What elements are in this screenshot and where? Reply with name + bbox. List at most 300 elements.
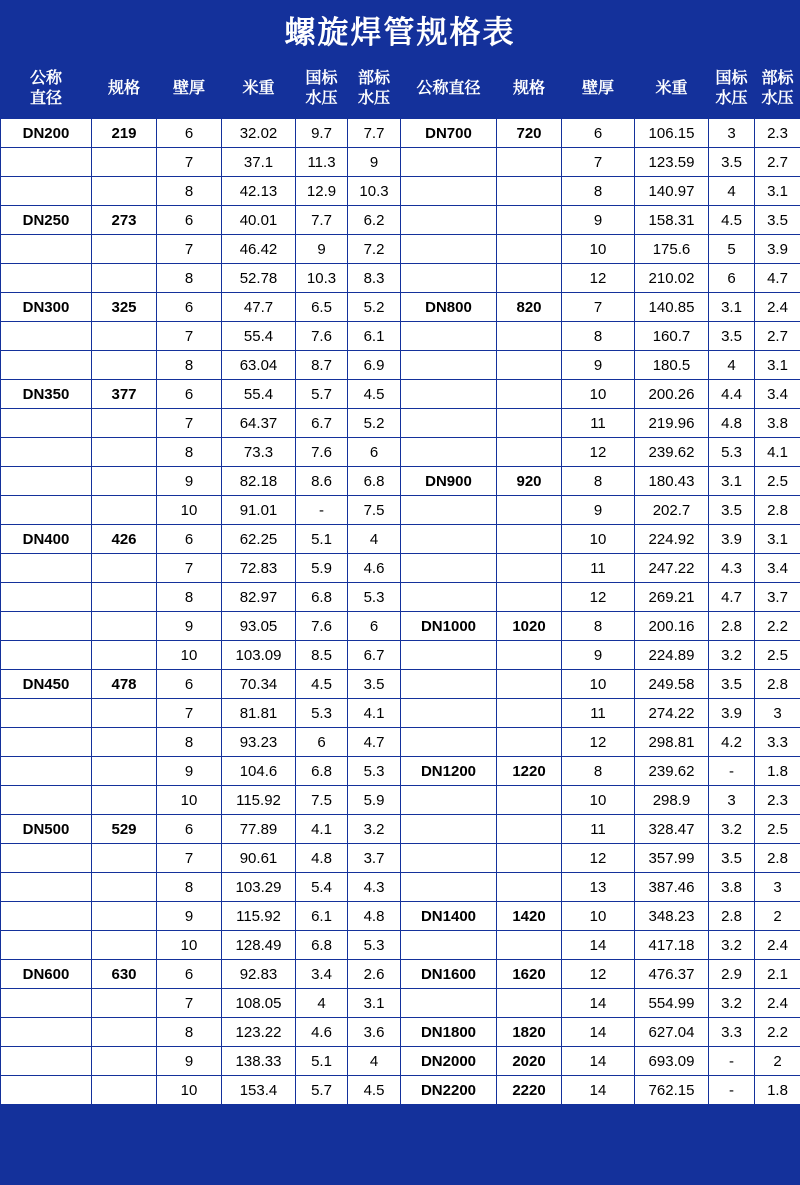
column-header-line-1: 部标: [357, 69, 390, 87]
table-cell: 2.7: [755, 148, 800, 177]
table-cell: 8.7: [296, 351, 348, 380]
table-cell: 14: [562, 1076, 635, 1105]
table-cell: 6.5: [296, 293, 348, 322]
table-cell: 37.1: [222, 148, 296, 177]
table-row: [1, 844, 800, 873]
table-body: [1, 119, 800, 1105]
table-cell: [401, 873, 497, 902]
table-cell: 3.5: [709, 496, 755, 525]
table-cell: 4: [348, 525, 401, 554]
table-cell: 2.2: [755, 1018, 800, 1047]
table-cell: [1, 583, 92, 612]
table-cell: 3.8: [709, 873, 755, 902]
table-cell: 6.7: [296, 409, 348, 438]
table-cell: 2.5: [755, 641, 800, 670]
table-cell: 92.83: [222, 960, 296, 989]
table-cell: [401, 989, 497, 1018]
table-cell: [92, 728, 157, 757]
table-cell: 4.5: [348, 380, 401, 409]
table-cell: [92, 351, 157, 380]
table-cell: 108.05: [222, 989, 296, 1018]
table-cell: [1, 641, 92, 670]
table-cell: 3.6: [348, 1018, 401, 1047]
table-cell: 6.8: [296, 931, 348, 960]
table-row: [1, 496, 800, 525]
table-cell: DN600: [1, 960, 92, 989]
table-cell: [1, 148, 92, 177]
table-row: [1, 177, 800, 206]
table-cell: [1, 409, 92, 438]
table-cell: 180.5: [635, 351, 709, 380]
table-cell: 7.6: [296, 438, 348, 467]
table-cell: 4: [709, 177, 755, 206]
table-cell: [497, 235, 562, 264]
table-row: [1, 1076, 800, 1105]
table-cell: 46.42: [222, 235, 296, 264]
table-cell: 6: [157, 119, 222, 148]
table-cell: 7.7: [296, 206, 348, 235]
table-cell: 8: [157, 728, 222, 757]
table-cell: 8: [157, 177, 222, 206]
table-cell: 3.1: [348, 989, 401, 1018]
table-cell: 5.9: [348, 786, 401, 815]
table-cell: 3.2: [709, 641, 755, 670]
table-cell: 7.5: [348, 496, 401, 525]
column-header-spec-right: 规格: [497, 59, 562, 119]
table-cell: 3.4: [755, 554, 800, 583]
table-row: [1, 612, 800, 641]
table-cell: 249.58: [635, 670, 709, 699]
table-cell: [92, 873, 157, 902]
table-cell: 115.92: [222, 902, 296, 931]
table-cell: 8.6: [296, 467, 348, 496]
table-cell: 3.8: [755, 409, 800, 438]
table-cell: 6: [348, 438, 401, 467]
table-cell: 377: [92, 380, 157, 409]
table-cell: [1, 757, 92, 786]
table-cell: [92, 1076, 157, 1105]
table-cell: [1, 351, 92, 380]
table-cell: 7: [157, 989, 222, 1018]
table-cell: [1, 438, 92, 467]
table-cell: 3.3: [755, 728, 800, 757]
table-cell: 5.2: [348, 293, 401, 322]
table-cell: 6.8: [348, 467, 401, 496]
table-cell: [92, 496, 157, 525]
table-row: [1, 148, 800, 177]
column-header-wall-thickness-left: 壁厚: [157, 59, 222, 119]
table-cell: 123.59: [635, 148, 709, 177]
table-cell: 2.4: [755, 989, 800, 1018]
table-cell: 10: [562, 786, 635, 815]
spec-table: [0, 58, 800, 1105]
table-cell: 5.4: [296, 873, 348, 902]
table-cell: 9: [157, 757, 222, 786]
table-cell: 6.1: [296, 902, 348, 931]
table-cell: 12: [562, 583, 635, 612]
table-row: [1, 931, 800, 960]
table-cell: 10: [157, 641, 222, 670]
table-cell: 55.4: [222, 380, 296, 409]
table-cell: 90.61: [222, 844, 296, 873]
table-cell: 9: [296, 235, 348, 264]
table-cell: 210.02: [635, 264, 709, 293]
table-cell: 6.9: [348, 351, 401, 380]
table-cell: 10: [562, 525, 635, 554]
table-cell: 9: [157, 902, 222, 931]
table-cell: 1820: [497, 1018, 562, 1047]
table-cell: 762.15: [635, 1076, 709, 1105]
table-cell: [1, 902, 92, 931]
table-cell: 175.6: [635, 235, 709, 264]
table-cell: [497, 380, 562, 409]
table-row: [1, 380, 800, 409]
table-cell: 42.13: [222, 177, 296, 206]
column-header-line-2: 直径: [29, 89, 62, 107]
table-cell: 1620: [497, 960, 562, 989]
column-header-line-1: 公称: [29, 69, 62, 87]
table-cell: DN300: [1, 293, 92, 322]
table-cell: 8: [157, 351, 222, 380]
table-cell: 8.5: [296, 641, 348, 670]
table-cell: 224.89: [635, 641, 709, 670]
table-cell: [401, 554, 497, 583]
table-cell: [92, 757, 157, 786]
table-cell: [92, 438, 157, 467]
table-cell: [401, 670, 497, 699]
table-cell: [401, 525, 497, 554]
table-row: [1, 351, 800, 380]
table-cell: 7: [157, 554, 222, 583]
table-cell: [497, 931, 562, 960]
table-cell: 8: [562, 177, 635, 206]
table-cell: DN1200: [401, 757, 497, 786]
table-cell: 4.7: [755, 264, 800, 293]
table-cell: [1, 1076, 92, 1105]
table-cell: [497, 264, 562, 293]
table-cell: 7: [157, 699, 222, 728]
column-header-dept-pressure-left: [348, 59, 401, 119]
table-cell: 7.6: [296, 322, 348, 351]
table-cell: 357.99: [635, 844, 709, 873]
table-cell: -: [296, 496, 348, 525]
table-row: [1, 960, 800, 989]
table-cell: 2.9: [709, 960, 755, 989]
table-cell: 627.04: [635, 1018, 709, 1047]
table-cell: 4.3: [709, 554, 755, 583]
table-cell: [401, 786, 497, 815]
table-cell: 7: [157, 148, 222, 177]
table-row: [1, 525, 800, 554]
table-cell: 478: [92, 670, 157, 699]
table-cell: [92, 409, 157, 438]
table-row: [1, 757, 800, 786]
table-cell: 14: [562, 931, 635, 960]
table-cell: [1, 467, 92, 496]
table-cell: [92, 641, 157, 670]
table-cell: 10: [157, 496, 222, 525]
table-row: [1, 902, 800, 931]
table-cell: 348.23: [635, 902, 709, 931]
table-row: [1, 1018, 800, 1047]
table-cell: 5.3: [348, 757, 401, 786]
column-header-line-2: 水压: [761, 89, 794, 107]
table-cell: [401, 496, 497, 525]
table-row: [1, 322, 800, 351]
table-row: [1, 235, 800, 264]
table-cell: 273: [92, 206, 157, 235]
table-cell: 5: [709, 235, 755, 264]
table-cell: 1.8: [755, 757, 800, 786]
table-cell: 269.21: [635, 583, 709, 612]
table-cell: [401, 380, 497, 409]
table-cell: 91.01: [222, 496, 296, 525]
table-row: [1, 815, 800, 844]
table-row: [1, 1047, 800, 1076]
table-cell: 3.9: [755, 235, 800, 264]
table-cell: 115.92: [222, 786, 296, 815]
table-cell: [92, 786, 157, 815]
table-cell: 82.97: [222, 583, 296, 612]
table-cell: [497, 525, 562, 554]
table-cell: 140.97: [635, 177, 709, 206]
table-cell: 7.2: [348, 235, 401, 264]
table-cell: [1, 728, 92, 757]
table-cell: 93.05: [222, 612, 296, 641]
table-cell: [401, 206, 497, 235]
table-cell: 4.5: [296, 670, 348, 699]
table-cell: 70.34: [222, 670, 296, 699]
table-cell: 73.3: [222, 438, 296, 467]
table-cell: 325: [92, 293, 157, 322]
table-cell: 5.1: [296, 1047, 348, 1076]
table-cell: [1, 873, 92, 902]
table-cell: 4.5: [348, 1076, 401, 1105]
table-row: [1, 989, 800, 1018]
column-header-line-2: 水压: [357, 89, 390, 107]
table-cell: [497, 873, 562, 902]
table-cell: 12: [562, 264, 635, 293]
table-cell: 6: [348, 612, 401, 641]
table-cell: 4.1: [296, 815, 348, 844]
table-cell: 63.04: [222, 351, 296, 380]
table-cell: 7.7: [348, 119, 401, 148]
table-row: [1, 409, 800, 438]
table-cell: 247.22: [635, 554, 709, 583]
table-cell: [92, 902, 157, 931]
table-row: [1, 786, 800, 815]
table-cell: 14: [562, 1047, 635, 1076]
table-cell: DN1600: [401, 960, 497, 989]
table-cell: [1, 931, 92, 960]
table-cell: 200.16: [635, 612, 709, 641]
table-cell: 47.7: [222, 293, 296, 322]
table-cell: [401, 815, 497, 844]
column-header-gb-pressure-right: [709, 59, 755, 119]
table-cell: [401, 264, 497, 293]
table-cell: [92, 177, 157, 206]
table-cell: [497, 583, 562, 612]
table-cell: [497, 177, 562, 206]
table-cell: 6: [157, 293, 222, 322]
table-cell: 12.9: [296, 177, 348, 206]
table-cell: 1220: [497, 757, 562, 786]
table-cell: 4.7: [348, 728, 401, 757]
table-cell: 2.5: [755, 467, 800, 496]
table-cell: 82.18: [222, 467, 296, 496]
table-cell: 298.9: [635, 786, 709, 815]
table-cell: [1, 1018, 92, 1047]
table-cell: 5.3: [348, 931, 401, 960]
table-cell: 3.1: [755, 351, 800, 380]
table-cell: [497, 699, 562, 728]
table-cell: [497, 815, 562, 844]
table-cell: 5.3: [348, 583, 401, 612]
table-header: [1, 59, 800, 119]
table-cell: 7: [562, 148, 635, 177]
table-cell: 3.4: [296, 960, 348, 989]
table-cell: [92, 1047, 157, 1076]
table-cell: [92, 583, 157, 612]
table-cell: [401, 699, 497, 728]
table-cell: 3.5: [709, 670, 755, 699]
table-cell: 158.31: [635, 206, 709, 235]
column-header-dept-pressure-right: [755, 59, 800, 119]
table-cell: 9: [562, 206, 635, 235]
table-cell: DN2200: [401, 1076, 497, 1105]
table-cell: 10: [562, 902, 635, 931]
table-cell: 4.1: [348, 699, 401, 728]
table-cell: 10.3: [296, 264, 348, 293]
table-cell: [1, 496, 92, 525]
table-cell: 720: [497, 119, 562, 148]
table-cell: 52.78: [222, 264, 296, 293]
table-cell: 6: [296, 728, 348, 757]
table-cell: [401, 148, 497, 177]
table-cell: 3.5: [348, 670, 401, 699]
table-cell: 3: [755, 873, 800, 902]
table-cell: 2: [755, 1047, 800, 1076]
table-row: [1, 728, 800, 757]
table-cell: 103.29: [222, 873, 296, 902]
table-cell: -: [709, 757, 755, 786]
table-cell: [497, 989, 562, 1018]
table-cell: [497, 409, 562, 438]
table-cell: 4.2: [709, 728, 755, 757]
table-cell: 7: [157, 322, 222, 351]
table-cell: 5.9: [296, 554, 348, 583]
table-cell: 81.81: [222, 699, 296, 728]
table-cell: 3.5: [709, 844, 755, 873]
table-cell: [497, 496, 562, 525]
table-cell: 128.49: [222, 931, 296, 960]
table-cell: 6: [157, 960, 222, 989]
table-cell: 12: [562, 844, 635, 873]
table-cell: 10: [157, 931, 222, 960]
table-cell: 2220: [497, 1076, 562, 1105]
table-cell: 7: [157, 235, 222, 264]
table-cell: 2.6: [348, 960, 401, 989]
table-cell: 93.23: [222, 728, 296, 757]
table-cell: 6.2: [348, 206, 401, 235]
table-cell: 693.09: [635, 1047, 709, 1076]
table-cell: 239.62: [635, 757, 709, 786]
table-cell: 3.1: [755, 177, 800, 206]
table-cell: 7: [157, 844, 222, 873]
table-cell: 9: [562, 496, 635, 525]
table-row: [1, 467, 800, 496]
table-cell: 9.7: [296, 119, 348, 148]
table-row: [1, 119, 800, 148]
table-cell: 3: [709, 119, 755, 148]
table-cell: 6.7: [348, 641, 401, 670]
table-cell: 2.8: [709, 902, 755, 931]
table-cell: [401, 235, 497, 264]
table-cell: 3.2: [709, 931, 755, 960]
table-cell: [401, 583, 497, 612]
table-cell: 417.18: [635, 931, 709, 960]
table-cell: 123.22: [222, 1018, 296, 1047]
page-title: 螺旋焊管规格表: [284, 14, 516, 50]
table-cell: 7: [562, 293, 635, 322]
column-header-weight-per-meter-left: 米重: [222, 59, 296, 119]
table-cell: 2: [755, 902, 800, 931]
table-cell: 4: [296, 989, 348, 1018]
table-cell: [1, 989, 92, 1018]
table-cell: 8.3: [348, 264, 401, 293]
table-cell: 1420: [497, 902, 562, 931]
table-cell: 4.8: [348, 902, 401, 931]
table-cell: 6: [562, 119, 635, 148]
table-cell: [1, 177, 92, 206]
table-cell: 219.96: [635, 409, 709, 438]
table-cell: 6: [157, 670, 222, 699]
table-cell: 10: [562, 380, 635, 409]
table-cell: 5.2: [348, 409, 401, 438]
table-cell: [497, 322, 562, 351]
table-cell: 1.8: [755, 1076, 800, 1105]
table-cell: 40.01: [222, 206, 296, 235]
table-row: [1, 670, 800, 699]
column-header-line-2: 水压: [715, 89, 748, 107]
table-cell: 2.5: [755, 815, 800, 844]
table-cell: 6.8: [296, 583, 348, 612]
table-cell: DN500: [1, 815, 92, 844]
table-cell: 9: [348, 148, 401, 177]
table-cell: DN2000: [401, 1047, 497, 1076]
table-row: [1, 293, 800, 322]
table-cell: [92, 989, 157, 1018]
table-cell: 7.6: [296, 612, 348, 641]
table-cell: 328.47: [635, 815, 709, 844]
table-cell: 13: [562, 873, 635, 902]
table-cell: 9: [157, 612, 222, 641]
table-cell: DN900: [401, 467, 497, 496]
table-cell: 10.3: [348, 177, 401, 206]
table-cell: 77.89: [222, 815, 296, 844]
table-cell: 72.83: [222, 554, 296, 583]
table-cell: 2.3: [755, 119, 800, 148]
table-cell: 820: [497, 293, 562, 322]
table-cell: 6.8: [296, 757, 348, 786]
column-header-weight-per-meter-right: 米重: [635, 59, 709, 119]
table-cell: 8: [562, 322, 635, 351]
table-cell: 387.46: [635, 873, 709, 902]
table-cell: 4: [348, 1047, 401, 1076]
table-cell: 3.5: [709, 148, 755, 177]
column-header-line-1: 国标: [715, 69, 748, 87]
table-cell: 3.2: [709, 989, 755, 1018]
